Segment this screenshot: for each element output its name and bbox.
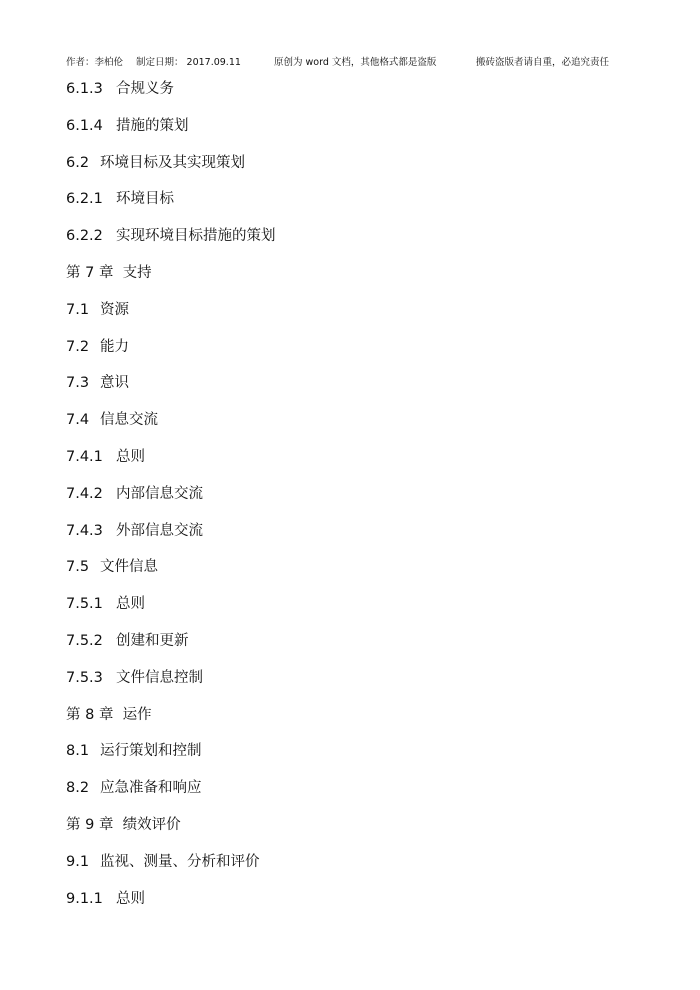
header-note: 原创为 word 文档，其他格式都是盗版 <box>274 57 437 68</box>
toc-entry <box>66 116 626 153</box>
toc-entry-number: 6.2.1 <box>66 191 103 208</box>
toc-entry <box>66 557 626 594</box>
toc-entry-title: 实现环境目标措施的策划 <box>116 228 276 245</box>
toc-entry-title: 运作 <box>122 706 152 723</box>
toc-entry-title: 环境目标及其实现策划 <box>100 154 245 171</box>
toc-entry <box>66 79 626 116</box>
toc-entry-number: 第 7 章 <box>66 264 114 281</box>
toc-entry <box>66 778 626 815</box>
toc-entry-number: 6.1.4 <box>66 117 103 134</box>
toc-entry-number: 6.1.3 <box>66 81 103 97</box>
toc-entry-number: 7.5.1 <box>66 596 103 613</box>
toc-entry-title: 环境目标 <box>116 191 174 208</box>
toc-entry-title: 合规义务 <box>116 81 174 97</box>
header-warning: 搬砖盗版者请自重，必追究责任 <box>476 57 610 68</box>
toc-entry <box>66 410 626 447</box>
toc-entry-number: 7.5.3 <box>66 669 103 686</box>
toc-entry-number: 7.5.2 <box>66 632 103 649</box>
toc-entry-title: 应急准备和响应 <box>100 780 202 797</box>
toc-entry <box>66 153 626 190</box>
toc-entry-number: 7.3 <box>66 375 90 392</box>
toc-entry <box>66 594 626 631</box>
toc-entry-number: 8.1 <box>66 743 90 760</box>
toc-chapter-heading <box>66 263 626 300</box>
page-header <box>66 56 626 70</box>
toc-entry-title: 信息交流 <box>100 412 158 429</box>
toc-entry-title: 支持 <box>122 264 152 281</box>
toc-entry-title: 资源 <box>100 301 129 318</box>
table-of-contents <box>66 79 626 925</box>
toc-entry-title: 总则 <box>116 596 145 613</box>
toc-entry <box>66 852 626 889</box>
toc-entry-number: 7.5 <box>66 559 90 576</box>
toc-entry-title: 运行策划和控制 <box>100 743 202 760</box>
toc-entry-number: 6.2 <box>66 154 90 171</box>
toc-entry <box>66 484 626 521</box>
toc-entry <box>66 741 626 778</box>
toc-entry-title: 措施的策划 <box>116 117 189 134</box>
toc-chapter-heading <box>66 705 626 742</box>
toc-entry <box>66 521 626 558</box>
toc-entry <box>66 300 626 337</box>
toc-entry-number: 6.2.2 <box>66 228 103 245</box>
toc-entry-title: 文件信息控制 <box>116 669 203 686</box>
header-author: 作者：李柏伦 <box>66 57 124 68</box>
toc-entry-number: 8.2 <box>66 780 90 797</box>
toc-entry-number: 7.2 <box>66 338 90 355</box>
toc-entry-title: 创建和更新 <box>116 632 189 649</box>
toc-entry-title: 意识 <box>100 375 129 392</box>
toc-entry-title: 总则 <box>116 890 145 907</box>
toc-entry-number: 第 9 章 <box>66 816 114 833</box>
toc-entry <box>66 447 626 484</box>
toc-entry-number: 9.1.1 <box>66 890 103 907</box>
toc-entry-title: 内部信息交流 <box>116 485 203 502</box>
toc-entry-title: 监视、测量、分析和评价 <box>100 853 260 870</box>
toc-entry <box>66 889 626 926</box>
toc-entry <box>66 226 626 263</box>
toc-entry-number: 7.1 <box>66 301 90 318</box>
toc-entry <box>66 373 626 410</box>
toc-entry-number: 7.4 <box>66 412 90 429</box>
toc-entry-number: 7.4.3 <box>66 522 103 539</box>
toc-chapter-heading <box>66 815 626 852</box>
toc-entry <box>66 189 626 226</box>
toc-entry <box>66 631 626 668</box>
toc-entry-title: 文件信息 <box>100 559 158 576</box>
toc-entry-title: 能力 <box>100 338 129 355</box>
toc-entry-number: 7.4.2 <box>66 485 103 502</box>
toc-entry-title: 总则 <box>116 448 145 465</box>
toc-entry-number: 第 8 章 <box>66 706 114 723</box>
toc-entry-title: 外部信息交流 <box>116 522 203 539</box>
toc-entry-title: 绩效评价 <box>122 816 181 833</box>
toc-entry <box>66 668 626 705</box>
header-date: 制定日期： 2017.09.11 <box>136 57 241 68</box>
toc-entry <box>66 337 626 374</box>
toc-entry-number: 9.1 <box>66 853 90 870</box>
toc-entry-number: 7.4.1 <box>66 448 103 465</box>
